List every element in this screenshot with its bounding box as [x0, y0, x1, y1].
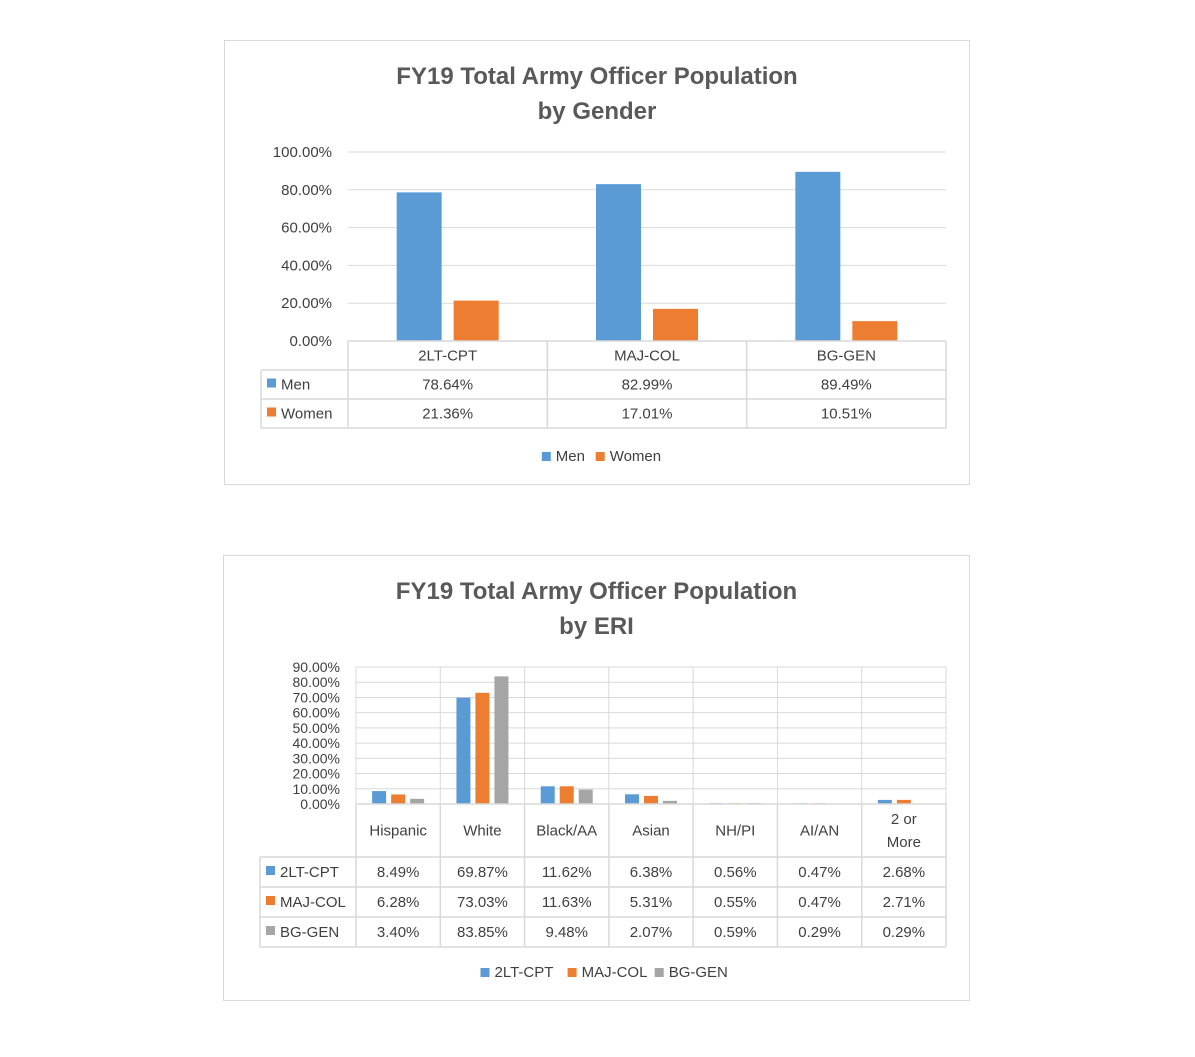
eri-row-label-maj-col: MAJ-COL — [280, 894, 346, 911]
eri-data-label-bg-gen-ai-an: 0.29% — [798, 924, 841, 941]
gender-bar-men-2lt-cpt — [397, 192, 442, 341]
eri-data-label-maj-col-2-or-more: 2.71% — [882, 894, 926, 911]
eri-data-label-2lt-cpt-hispanic: 8.49% — [376, 864, 420, 881]
eri-category-label-white: White — [463, 822, 502, 840]
eri-data-label-maj-col-nh-pi: 0.55% — [714, 894, 757, 911]
gender-y-tick-label: 80.00% — [281, 181, 332, 199]
gender-y-tick-label: 40.00% — [281, 257, 332, 275]
gender-bar-women-bg-gen — [852, 321, 897, 341]
eri-bar-maj-col-black-aa — [560, 786, 574, 804]
eri-data-label-2lt-cpt-black-aa: 11.62% — [541, 864, 592, 881]
eri-chart-title-line1: FY19 Total Army Officer Population — [395, 578, 798, 605]
eri-bar-bg-gen-white — [494, 676, 508, 804]
eri-row-key-2lt-cpt — [266, 866, 275, 875]
eri-data-label-maj-col-black-aa: 11.63% — [541, 894, 592, 911]
eri-data-label-bg-gen-hispanic: 3.40% — [376, 924, 420, 941]
gender-category-label-2lt-cpt: 2LT-CPT — [418, 347, 478, 365]
eri-category-label-ai-an: AI/AN — [799, 822, 840, 840]
eri-row-label-2lt-cpt: 2LT-CPT — [280, 864, 339, 881]
gender-data-label-women-maj-col: 17.01% — [621, 405, 673, 423]
eri-legend-swatch-2lt-cpt — [481, 968, 490, 977]
eri-data-label-bg-gen-nh-pi: 0.59% — [714, 924, 757, 941]
gender-data-label-men-2lt-cpt: 78.64% — [422, 376, 474, 394]
gender-chart-panel — [224, 40, 970, 485]
gender-bar-men-bg-gen — [795, 172, 840, 341]
eri-bar-2lt-cpt-black-aa — [541, 786, 555, 804]
eri-data-label-maj-col-asian: 5.31% — [629, 894, 673, 911]
eri-legend-swatch-bg-gen — [655, 968, 664, 977]
eri-chart-panel — [223, 555, 970, 1001]
eri-y-tick-label: 20.00% — [292, 765, 340, 782]
eri-legend-swatch-maj-col — [568, 968, 577, 977]
gender-row-label-women: Women — [281, 405, 333, 423]
gender-row-label-men: Men — [281, 376, 311, 394]
gender-y-tick-label: 0.00% — [289, 333, 332, 350]
gender-row-key-women — [267, 408, 276, 417]
gender-category-label-bg-gen: BG-GEN — [816, 347, 876, 365]
gender-data-label-men-maj-col: 82.99% — [621, 376, 673, 394]
eri-y-tick-label: 40.00% — [292, 735, 340, 752]
eri-y-tick-label: 50.00% — [292, 719, 340, 736]
gender-legend-swatch-women — [596, 452, 605, 461]
gender-chart-svg — [225, 41, 971, 486]
gender-chart-title-line1: FY19 Total Army Officer Population — [396, 63, 798, 90]
eri-chart-title-line2: by ERI — [559, 613, 634, 640]
eri-legend-label-2lt-cpt: 2LT-CPT — [494, 964, 554, 981]
eri-category-label-asian: Asian — [632, 822, 670, 840]
eri-category-label-hispanic: Hispanic — [369, 822, 427, 840]
eri-data-label-maj-col-ai-an: 0.47% — [798, 894, 841, 911]
eri-data-label-maj-col-white: 73.03% — [456, 894, 508, 911]
gender-legend-label-women: Women — [609, 448, 662, 465]
eri-data-label-bg-gen-asian: 2.07% — [629, 924, 673, 941]
eri-chart-svg — [224, 556, 971, 1002]
gender-category-label-maj-col: MAJ-COL — [614, 347, 680, 365]
eri-row-label-bg-gen: BG-GEN — [280, 924, 340, 941]
eri-data-label-2lt-cpt-white: 69.87% — [456, 864, 508, 881]
eri-data-label-bg-gen-black-aa: 9.48% — [545, 924, 588, 941]
eri-data-label-2lt-cpt-asian: 6.38% — [629, 864, 673, 881]
gender-legend-label-men: Men — [555, 448, 585, 465]
eri-data-label-2lt-cpt-ai-an: 0.47% — [798, 864, 841, 881]
eri-y-tick-label: 90.00% — [292, 659, 340, 675]
eri-y-tick-label: 80.00% — [292, 674, 340, 691]
eri-category-label-nh-pi: NH/PI — [715, 822, 756, 840]
eri-data-label-bg-gen-white: 83.85% — [456, 924, 508, 941]
gender-y-tick-label: 20.00% — [281, 295, 332, 313]
eri-data-label-bg-gen-2-or-more: 0.29% — [882, 924, 926, 941]
gender-legend-swatch-men — [542, 452, 551, 461]
gender-row-key-men — [267, 379, 276, 388]
eri-bar-2lt-cpt-hispanic — [372, 791, 386, 804]
eri-legend-label-maj-col: MAJ-COL — [581, 964, 648, 981]
eri-data-label-2lt-cpt-2-or-more: 2.68% — [882, 864, 926, 881]
eri-y-tick-label: 10.00% — [292, 780, 340, 797]
gender-data-label-men-bg-gen: 89.49% — [820, 376, 872, 394]
gender-bar-men-maj-col — [596, 184, 641, 341]
gender-data-label-women-bg-gen: 10.51% — [820, 405, 872, 423]
gender-y-tick-label: 60.00% — [281, 219, 332, 237]
eri-y-tick-label: 60.00% — [292, 704, 340, 721]
eri-bar-bg-gen-hispanic — [410, 799, 424, 804]
eri-category-label-black-aa: Black/AA — [536, 822, 598, 840]
eri-data-label-maj-col-hispanic: 6.28% — [376, 894, 420, 911]
eri-bar-maj-col-hispanic — [391, 794, 405, 804]
eri-bar-bg-gen-black-aa — [579, 790, 593, 804]
gender-chart-title-line2: by Gender — [537, 98, 657, 125]
eri-category-label-2-or-more: More — [886, 834, 921, 851]
eri-y-tick-label: 30.00% — [292, 750, 340, 767]
gender-y-tick-label: 100.00% — [272, 144, 332, 161]
gender-data-label-women-2lt-cpt: 21.36% — [422, 405, 474, 423]
eri-y-tick-label: 0.00% — [300, 796, 340, 812]
eri-y-tick-label: 70.00% — [292, 689, 340, 706]
eri-bar-maj-col-asian — [644, 796, 658, 804]
eri-legend-label-bg-gen: BG-GEN — [668, 964, 728, 981]
eri-row-key-maj-col — [266, 896, 275, 905]
eri-data-label-2lt-cpt-nh-pi: 0.56% — [714, 864, 757, 881]
eri-bar-maj-col-white — [475, 693, 489, 804]
eri-category-label-2-or-more: 2 or — [890, 811, 917, 828]
eri-bar-2lt-cpt-white — [456, 698, 470, 804]
eri-row-key-bg-gen — [266, 926, 275, 935]
gender-bar-women-2lt-cpt — [454, 301, 499, 341]
eri-bar-2lt-cpt-asian — [625, 794, 639, 804]
gender-bar-women-maj-col — [653, 309, 698, 341]
